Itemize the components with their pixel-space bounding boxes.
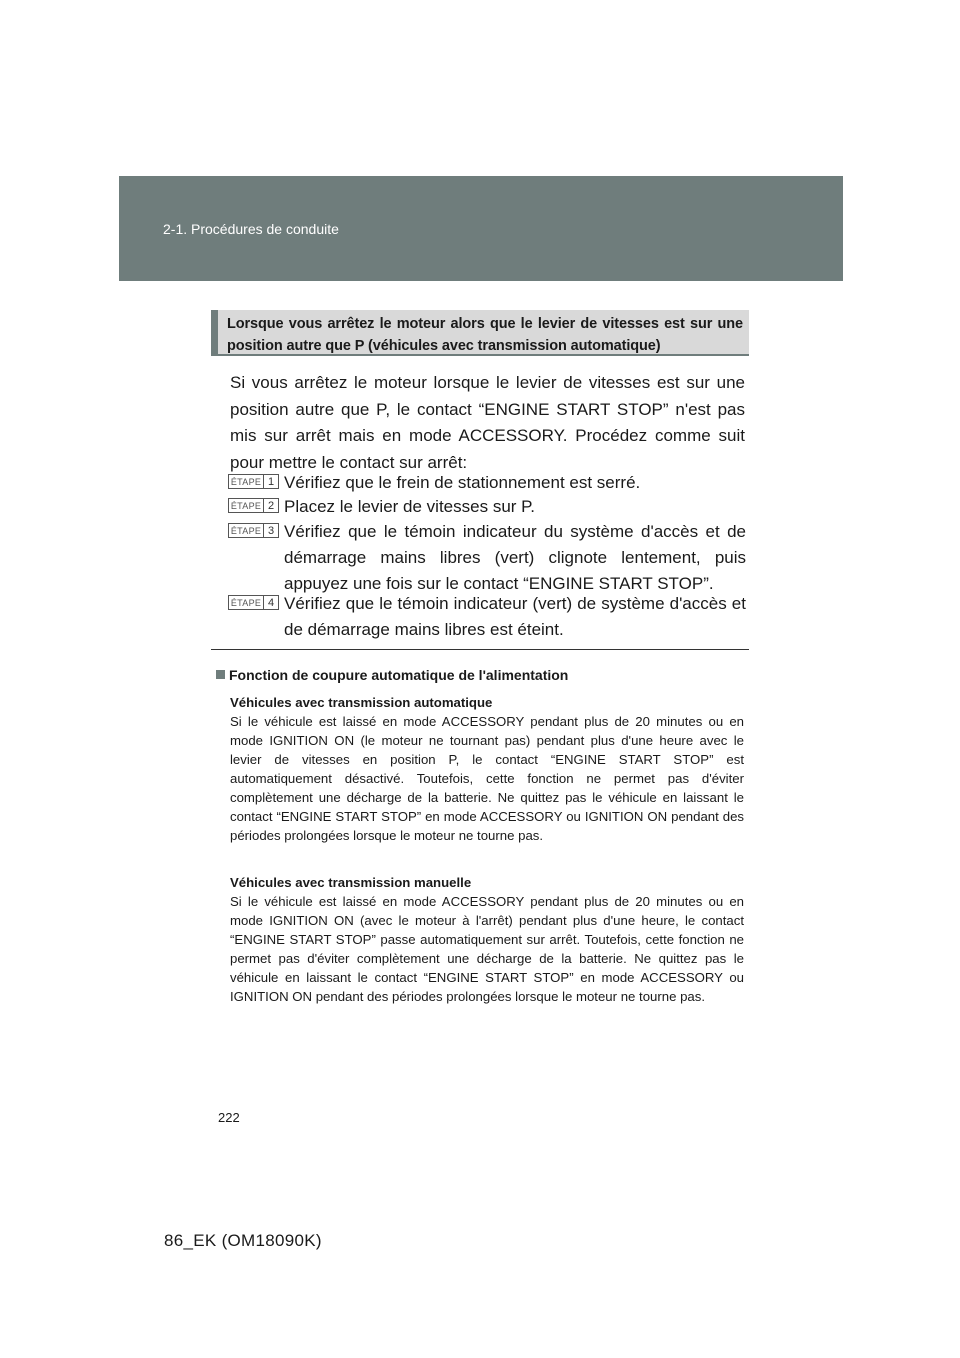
step-badge: ÉTAPE 2: [228, 498, 279, 513]
intro-paragraph: Si vous arrêtez le moteur lorsque le levier de vitesses est sur une position autre que P, le contact “ENGINE START STOP” n'est pas mis sur arrêt mais en mode ACCESSORY. Procédez comme suit pour mettre le contact sur arrêt:: [230, 373, 745, 472]
document-code: 86_EK (OM18090K): [164, 1231, 322, 1250]
step-text: Vérifiez que le frein de stationnement est serré.: [284, 473, 641, 492]
section-label: 2-1. Procédures de conduite: [163, 221, 339, 237]
manual-transmission-section: [230, 873, 744, 1006]
info-heading: Fonction de coupure automatique de l'alimentation: [216, 667, 568, 683]
step-text: Vérifiez que le témoin indicateur du système d'accès et de démarrage mains libres (vert) clignote lentement, puis appuyez une fois sur le contact “ENGINE START STOP”.: [284, 522, 746, 593]
step-badge: ÉTAPE 1: [228, 474, 279, 489]
subsection-title: Véhicules avec transmission automatique: [230, 695, 493, 710]
page-number: 222: [218, 1110, 240, 1125]
subsection-body: Si le véhicule est laissé en mode ACCESSORY pendant plus de 20 minutes ou en mode IGNITION ON (le moteur ne tournant pas) pendant plus d'une heure avec le levier de vitesses en position P, le contact “ENGINE START STOP” est automatiquement désactivé. Toutefois, cette fonction ne permet pas d'éviter complètement une décharge de la batterie. Ne quittez pas le véhicule en laissant le contact “ENGINE START STOP” en mode ACCESSORY ou IGNITION ON pendant des périodes prolongées lorsque le moteur ne tourne pas.: [230, 714, 744, 843]
step-2: [228, 494, 746, 520]
caution-heading: Lorsque vous arrêtez le moteur alors que le levier de vitesses est sur une position autre que P (véhicules avec transmission automatique): [227, 316, 743, 354]
step-badge: ÉTAPE 4: [228, 595, 279, 610]
subsection-title: Véhicules avec transmission manuelle: [230, 875, 472, 890]
step-1: [228, 470, 746, 496]
step-3: [228, 519, 746, 597]
subsection-body: Si le véhicule est laissé en mode ACCESSORY pendant plus de 20 minutes ou en mode IGNITION ON (avec le moteur à l'arrêt) pendant plus d'une heure, le contact “ENGINE START STOP” passe automatiquement sur arrêt. Toutefois, cette fonction ne permet pas d'éviter complètement une décharge de la batterie. Ne quittez pas le véhicule en laissant le contact “ENGINE START STOP” en mode ACCESSORY ou IGNITION ON pendant des périodes prolongées lorsque le moteur ne tourne pas.: [230, 894, 744, 1004]
section-divider: [211, 649, 749, 650]
step-text: Placez le levier de vitesses sur P.: [284, 497, 536, 516]
square-bullet-icon: [216, 670, 225, 679]
step-badge: ÉTAPE 3: [228, 523, 279, 538]
caution-heading-box: [211, 310, 749, 356]
step-text: Vérifiez que le témoin indicateur (vert) de système d'accès et de démarrage mains libres est éteint.: [284, 594, 746, 639]
automatic-transmission-section: [230, 693, 744, 845]
step-4: [228, 591, 746, 643]
